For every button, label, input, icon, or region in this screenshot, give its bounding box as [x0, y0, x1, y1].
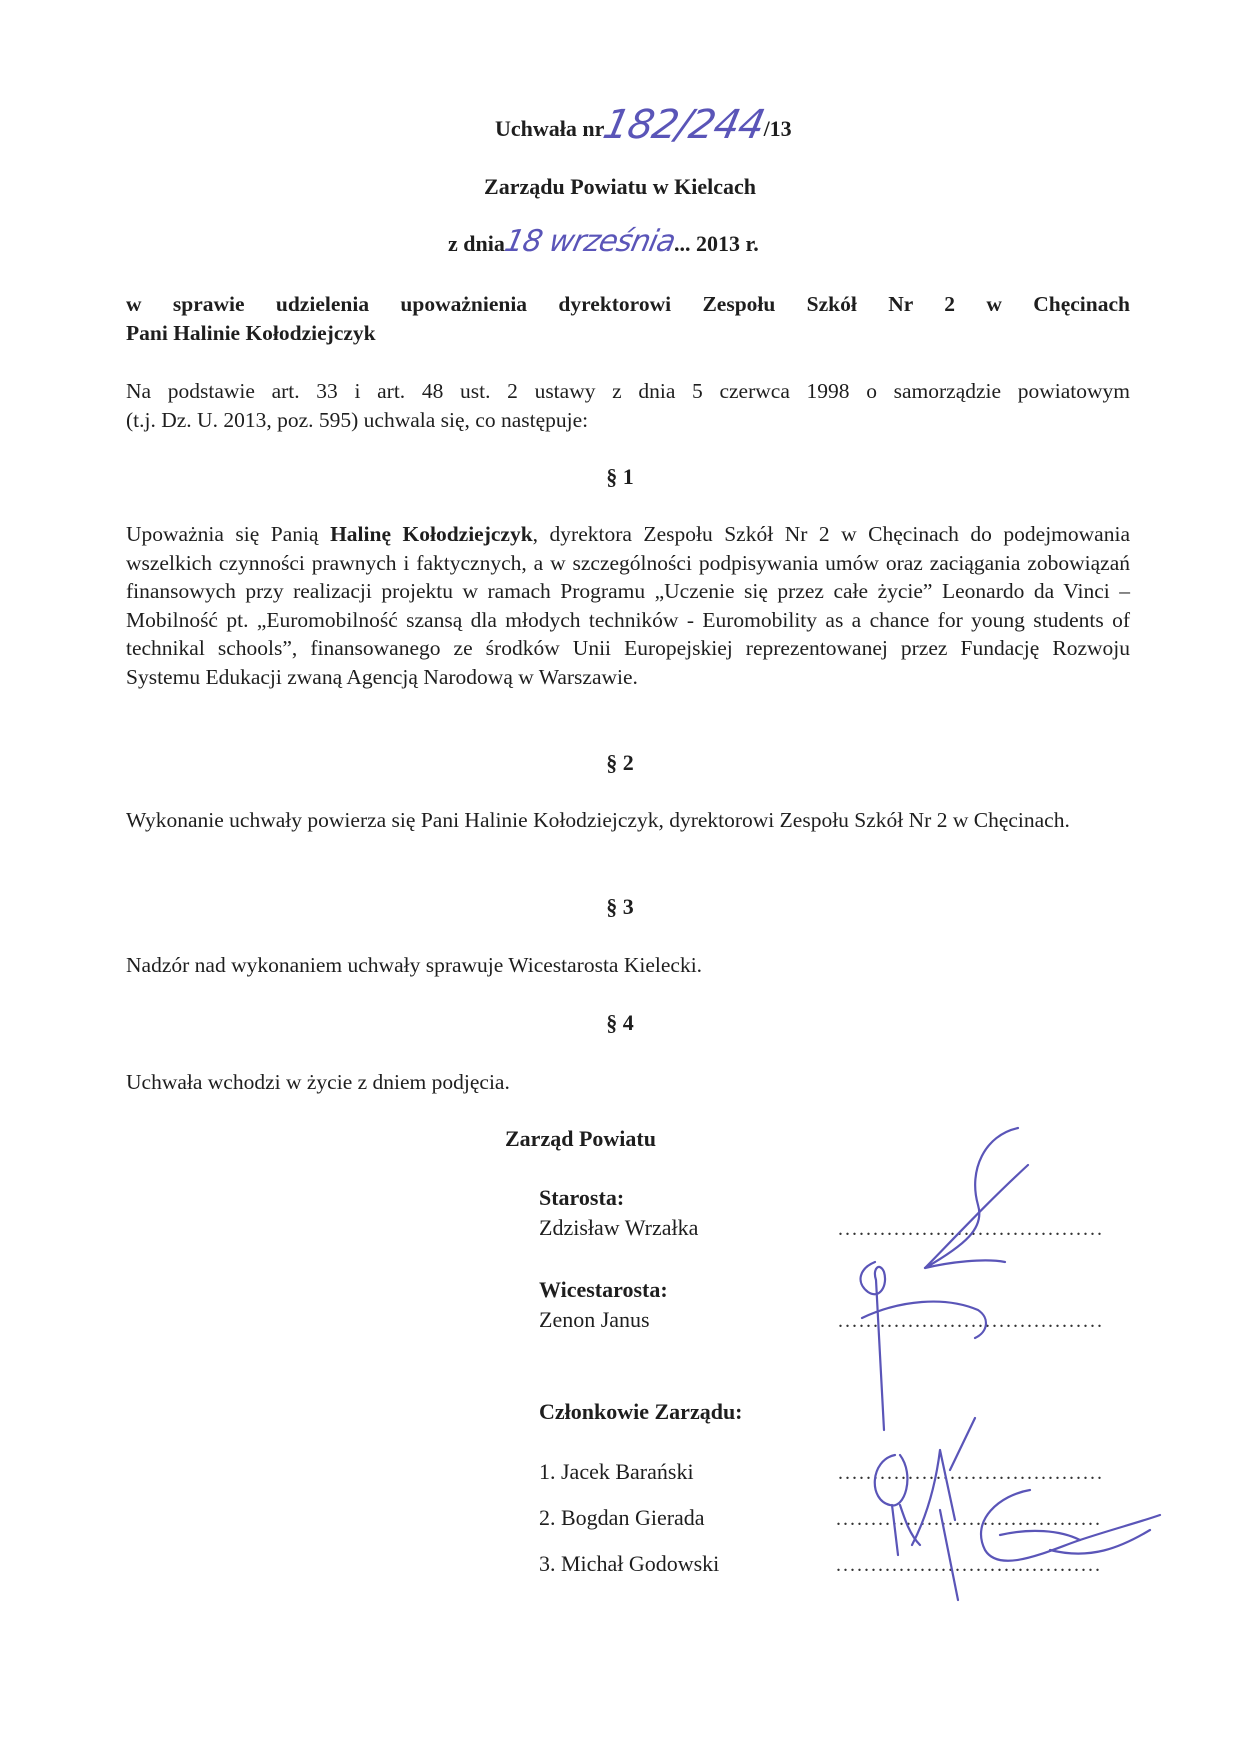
starosta-label: Starosta:: [539, 1185, 625, 1210]
member-1-name: 1. Jacek Barański: [539, 1459, 694, 1484]
member-2-signature-stroke: [900, 1505, 958, 1600]
starosta-signature-line: ......................................: [838, 1218, 1104, 1240]
member-1-signature-stroke: [875, 1455, 908, 1555]
handwritten-resolution-number: 182/244: [599, 102, 769, 148]
issuing-body: Zarządu Powiatu w Kielcach: [484, 174, 756, 199]
wicestarosta-signature-stroke: [861, 1262, 886, 1430]
authorized-person-name: Halinę Kołodziejczyk: [330, 522, 533, 546]
wicestarosta-signature-stroke-2: [862, 1302, 986, 1338]
legal-basis-line-2: (t.j. Dz. U. 2013, poz. 595) uchwala się, co następuje:: [126, 408, 589, 432]
title-prefix: Uchwała nr: [495, 116, 605, 141]
handwritten-date: 18 września: [501, 224, 678, 259]
date-suffix: ... 2013 r.: [674, 231, 759, 256]
member-2-signature-line: ......................................: [836, 1508, 1102, 1530]
member-2-name: 2. Bogdan Gierada: [539, 1505, 705, 1530]
title-suffix: /13: [763, 116, 792, 141]
section-3-text: Nadzór nad wykonaniem uchwały sprawuje Wicestarosta Kielecki.: [126, 953, 703, 977]
section-2-mark: § 2: [606, 750, 634, 775]
legal-basis-line-1: Na podstawie art. 33 i art. 48 ust. 2 ustawy z dnia 5 czerwca 1998 o samorządzie powiatowym: [126, 379, 1130, 403]
starosta-signature-stroke-2: [925, 1165, 1028, 1268]
wicestarosta-label: Wicestarosta:: [539, 1277, 668, 1302]
board-title: Zarząd Powiatu: [505, 1126, 656, 1151]
wicestarosta-signature-line: ......................................: [838, 1310, 1104, 1332]
members-label: Członkowie Zarządu:: [539, 1399, 743, 1424]
subject-line-2: Pani Halinie Kołodziejczyk: [126, 321, 376, 345]
member-1-signature-line: ......................................: [838, 1462, 1104, 1484]
section-1-mark: § 1: [606, 464, 634, 489]
section-4-mark: § 4: [606, 1010, 634, 1035]
member-3-signature-line: ......................................: [836, 1554, 1102, 1576]
subject-line-1: w sprawie udzielenia upoważnienia dyrektorowi Zespołu Szkół Nr 2 w Chęcinach: [126, 292, 1130, 316]
section-4-text: Uchwała wchodzi w życie z dniem podjęcia.: [126, 1070, 510, 1094]
member-3-name: 3. Michał Godowski: [539, 1551, 720, 1576]
section-3-mark: § 3: [606, 894, 634, 919]
starosta-signature-stroke: [925, 1128, 1018, 1268]
starosta-name: Zdzisław Wrzałka: [539, 1215, 699, 1240]
member-3-signature-stroke: [981, 1490, 1160, 1561]
wicestarosta-name: Zenon Janus: [539, 1307, 650, 1332]
section-2-text: Wykonanie uchwały powierza się Pani Halinie Kołodziejczyk, dyrektorowi Zespołu Szkół Nr 2 w Chęcinach.: [126, 808, 1070, 832]
date-prefix: z dnia: [448, 231, 505, 256]
section-1-text: Upoważnia się Panią Halinę Kołodziejczyk, dyrektora Zespołu Szkół Nr 2 w Chęcinach do podejmowania wszelkich czynności prawnych i faktycznych, a w szczególności podpisywania umów oraz zaciągania zobowiązań finansowych przy realizacji projektu w ramach Programu „Uczenie się przez całe życie” Leonardo da Vinci – Mobilność pt. „Euromobilność szansą dla młodych techników - Euromobility as a chance for young students of technikal schools”, finansowanego ze środków Unii Europejskiej reprezentowanej przez Fundację Rozwoju Systemu Edukacji zwaną Agencją Narodową w Warszawie.: [126, 522, 1130, 689]
